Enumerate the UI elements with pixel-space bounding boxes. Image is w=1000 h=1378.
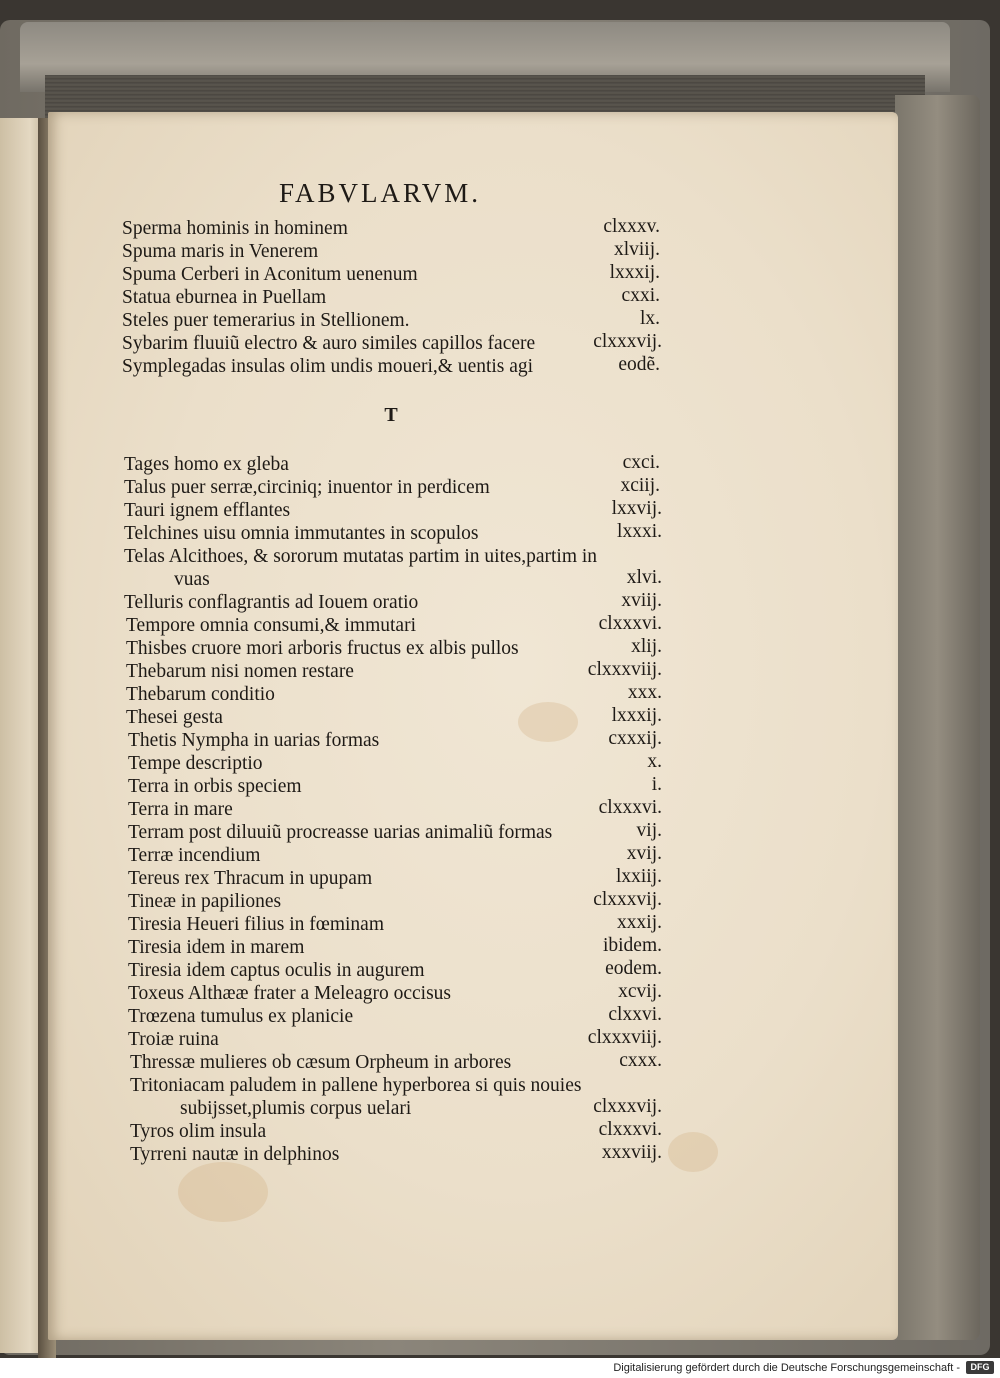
footer-bar bbox=[0, 1358, 1000, 1378]
index-term: subijsset,plumis corpus uelari bbox=[180, 1098, 412, 1119]
index-reference: vij. bbox=[636, 820, 662, 841]
index-term: Symplegadas insulas olim undis moueri,& uentis agi bbox=[122, 356, 534, 377]
index-term: Telas Alcithoes, & sororum mutatas partim in uites,partim in bbox=[124, 546, 598, 567]
index-reference: lxxxi. bbox=[617, 521, 662, 542]
section-letter: T bbox=[384, 404, 398, 426]
index-term: Thebarum nisi nomen restare bbox=[126, 661, 354, 682]
running-head: FABVLARVM. bbox=[278, 178, 482, 208]
index-reference: xlij. bbox=[631, 636, 662, 657]
index-term: Spuma Cerberi in Aconitum uenenum bbox=[122, 264, 418, 285]
index-term: Tages homo ex gleba bbox=[124, 454, 289, 475]
index-reference: lxxvij. bbox=[611, 498, 662, 519]
index-term: Terra in mare bbox=[128, 799, 233, 820]
index-term: Thebarum conditio bbox=[126, 684, 275, 705]
index-reference: xxxviij. bbox=[601, 1142, 662, 1163]
index-term: Spuma maris in Venerem bbox=[122, 241, 319, 262]
index-reference: cxxi. bbox=[621, 285, 660, 306]
index-term: Sybarim fluuiũ electro & auro similes capillos facere bbox=[122, 333, 536, 354]
index-reference: ibidem. bbox=[602, 935, 662, 956]
index-reference: clxxxvij. bbox=[593, 331, 662, 352]
index-term: Tempe descriptio bbox=[128, 753, 263, 774]
index-term: Tritoniacam paludem in pallene hyperborea si quis nouies bbox=[130, 1075, 582, 1096]
index-term: Tyros olim insula bbox=[130, 1121, 267, 1142]
index-term: Talus puer serræ,circiniq; inuentor in perdicem bbox=[124, 477, 490, 498]
index-reference: clxxxvi. bbox=[598, 1119, 662, 1140]
index-term: Tereus rex Thracum in upupam bbox=[128, 868, 373, 889]
index-reference: cxci. bbox=[622, 452, 660, 473]
index-reference: xxxij. bbox=[617, 912, 662, 933]
index-term: Tiresia idem in marem bbox=[128, 937, 305, 958]
index-reference: x. bbox=[647, 751, 662, 772]
index-reference: xxx. bbox=[627, 682, 662, 703]
dfg-logo: DFG bbox=[966, 1361, 994, 1374]
index-reference: clxxxvi. bbox=[598, 797, 662, 818]
index-reference: clxxxviij. bbox=[587, 659, 662, 680]
index-term: Tiresia idem captus oculis in augurem bbox=[128, 960, 425, 981]
index-reference: clxxvi. bbox=[608, 1004, 662, 1025]
index-reference: lx. bbox=[639, 308, 660, 329]
index-term: Sperma hominis in hominem bbox=[122, 218, 348, 239]
index-reference: eodẽ. bbox=[618, 354, 660, 375]
index-term: Telchines uisu omnia immutantes in scopulos bbox=[124, 523, 479, 544]
index-term: Thressæ mulieres ob cæsum Orpheum in arbores bbox=[130, 1052, 512, 1073]
index-reference: i. bbox=[651, 774, 662, 795]
index-reference: xviij. bbox=[621, 590, 662, 611]
index-term: Thisbes cruore mori arboris fructus ex albis pullos bbox=[126, 638, 519, 659]
index-term: Trœzena tumulus ex planicie bbox=[128, 1006, 354, 1027]
index-term: Thesei gesta bbox=[126, 707, 223, 728]
index-reference: clxxxviij. bbox=[587, 1027, 662, 1048]
index-term: Thetis Nympha in uarias formas bbox=[128, 730, 380, 751]
index-reference: xlvi. bbox=[626, 567, 662, 588]
index-reference: xciij. bbox=[620, 475, 660, 496]
index-term: Tyrreni nautæ in delphinos bbox=[130, 1144, 340, 1165]
index-reference: clxxxvij. bbox=[593, 889, 662, 910]
index-term: Toxeus Althææ frater a Meleagro occisus bbox=[128, 983, 452, 1004]
index-reference: xlviij. bbox=[613, 239, 660, 260]
index-reference: clxxxvij. bbox=[593, 1096, 662, 1117]
index-reference: lxxxij. bbox=[611, 705, 662, 726]
index-term: Tempore omnia consumi,& immutari bbox=[126, 615, 416, 636]
index-term: Terra in orbis speciem bbox=[128, 776, 302, 797]
index-reference: xvij. bbox=[626, 843, 662, 864]
index-reference: clxxxv. bbox=[603, 216, 660, 237]
index-term: Tineæ in papiliones bbox=[128, 891, 282, 912]
index-term: Telluris conflagrantis ad Iouem oratio bbox=[124, 592, 419, 613]
index-term: Tauri ignem efflantes bbox=[124, 500, 291, 521]
index-reference: clxxxvi. bbox=[598, 613, 662, 634]
index-term: Terram post diluuiũ procreasse uarias animaliũ formas bbox=[128, 822, 553, 843]
index-term: Tiresia Heueri filius in fœminam bbox=[128, 914, 384, 935]
index-term: vuas bbox=[174, 569, 210, 590]
index-reference: cxxx. bbox=[619, 1050, 662, 1071]
index-reference: eodem. bbox=[605, 958, 662, 979]
footer-credit: Digitalisierung gefördert durch die Deutsche Forschungsgemeinschaft - bbox=[613, 1362, 960, 1374]
index-term: Statua eburnea in Puellam bbox=[122, 287, 327, 308]
index-term: Troiæ ruina bbox=[128, 1029, 219, 1050]
index-term: Steles puer temerarius in Stellionem. bbox=[122, 310, 410, 331]
index-reference: lxxxij. bbox=[609, 262, 660, 283]
index-reference: cxxxij. bbox=[608, 728, 662, 749]
index-reference: lxxiij. bbox=[615, 866, 662, 887]
index-reference: xcvij. bbox=[618, 981, 662, 1002]
index-term: Terræ incendium bbox=[128, 845, 261, 866]
